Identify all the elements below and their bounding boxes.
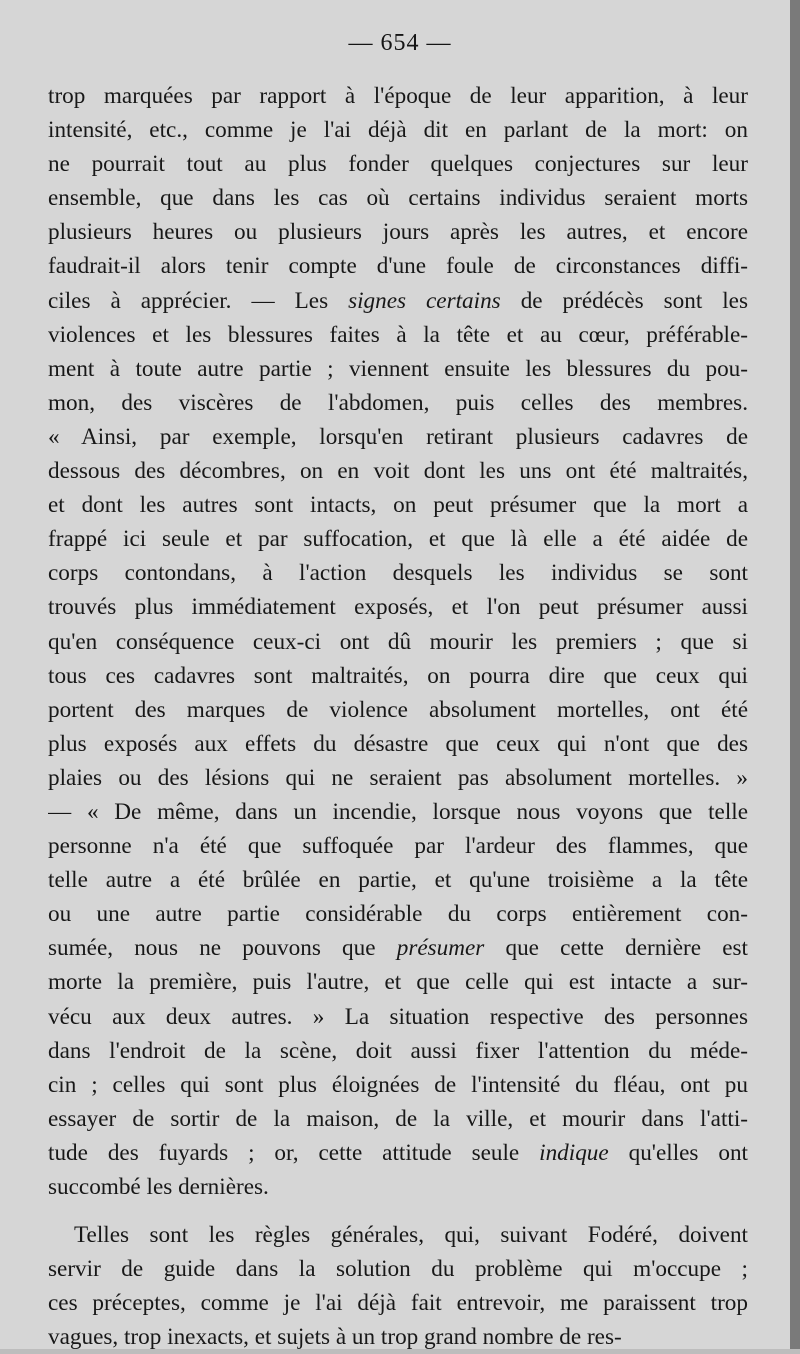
text-line: plus exposés aux effets du désastre que ceux qui n'ont que des [48,730,748,757]
text-line: personne n'a été que suffoquée par l'ardeur des flammes, que [48,833,748,860]
text-line: mon, des viscères de l'abdomen, puis celles des membres. [48,389,748,416]
text-line: trop marquées par rapport à l'époque de leur apparition, à leur [48,83,748,109]
text-line: plaies ou des lésions qui ne seraient pas absolument mortelles. » [48,764,748,791]
text-line: vécu aux deux autres. » La situation respective des personnes [48,1003,748,1030]
text-line: morte la première, puis l'autre, et que celle qui est intacte a sur- [48,969,748,996]
text-line: trouvés plus immédiatement exposés, et l'on peut présumer aussi [48,594,748,621]
text-line: vagues, trop inexacts, et sujets à un trop grand nombre de res- [48,1324,622,1351]
text-line: — « De même, dans un incendie, lorsque nous voyons que telle [48,798,748,825]
text-line: intensité, etc., comme je l'ai déjà dit en parlant de la mort: on [48,117,748,144]
body-text [48,79,748,1354]
text-line: violences et les blessures faites à la tête et au cœur, préférable- [48,321,748,348]
text-line: qu'en conséquence ceux-ci ont dû mourir les premiers ; que si [48,628,748,655]
text-line: telle autre a été brûlée en partie, et qu'une troisième a la tête [48,867,748,894]
text-line: essayer de sortir de la maison, de la ville, et mourir dans l'atti- [48,1105,748,1132]
text-line: portent des marques de violence absolument mortelles, ont été [48,696,748,723]
text-line: et dont les autres sont intacts, on peut présumer que la mort a [48,492,748,519]
text-line: ment à toute autre partie ; viennent ensuite les blessures du pou- [48,355,748,382]
text-line: ces préceptes, comme je l'ai déjà fait entrevoir, me paraissent trop [48,1290,748,1317]
italic-emphasis: indique [539,1139,609,1166]
italic-emphasis: présumer [396,935,485,962]
text-line: ensemble, que dans les cas où certains individus seraient morts [48,185,748,212]
text-line: faudrait-il alors tenir compte d'une foule de circonstances diffi- [48,253,748,280]
paragraph-1 [48,79,748,1204]
text-line: cin ; celles qui sont plus éloignées de l'intensité du fléau, ont pu [48,1071,748,1098]
text-span: qu'elles ont [608,1139,748,1166]
text-line [48,931,748,965]
text-span: de prédécès sont les [500,287,748,314]
italic-emphasis: signes certains [348,287,501,314]
text-line: « Ainsi, par exemple, lorsqu'en retirant plusieurs cadavres de [48,423,748,450]
text-span: ciles à apprécier. — Les [48,287,349,314]
text-line [48,1136,748,1170]
text-line: frappé ici seule et par suffocation, et que là elle a été aidée de [48,526,748,553]
text-span: que cette dernière est [484,935,748,962]
text-line: Telles sont les règles générales, qui, suivant Fodéré, doivent [74,1222,748,1249]
paragraph-2 [48,1218,748,1354]
text-line: plusieurs heures ou plusieurs jours après les autres, et encore [48,219,748,246]
text-line: ne pourrait tout au plus fonder quelques conjectures sur leur [48,151,748,178]
text-line: corps contondans, à l'action desquels les individus se sont [48,560,748,587]
text-line: tous ces cadavres sont maltraités, on pourra dire que ceux qui [48,662,748,689]
text-line [48,284,748,318]
text-line: dans l'endroit de la scène, doit aussi fixer l'attention du méde- [48,1037,748,1064]
page-number: — 654 — [348,30,452,56]
text-line: dessous des décombres, on en voit dont les uns ont été maltraités, [48,458,748,485]
text-line: ou une autre partie considérable du corps entièrement con- [48,901,748,928]
text-line: servir de guide dans la solution du problème qui m'occupe ; [48,1256,748,1283]
text-span: sumée, nous ne pouvons que [48,935,397,962]
text-line: succombé les dernières. [48,1174,269,1200]
text-span: tude des fuyards ; or, cette attitude seule [48,1139,540,1166]
